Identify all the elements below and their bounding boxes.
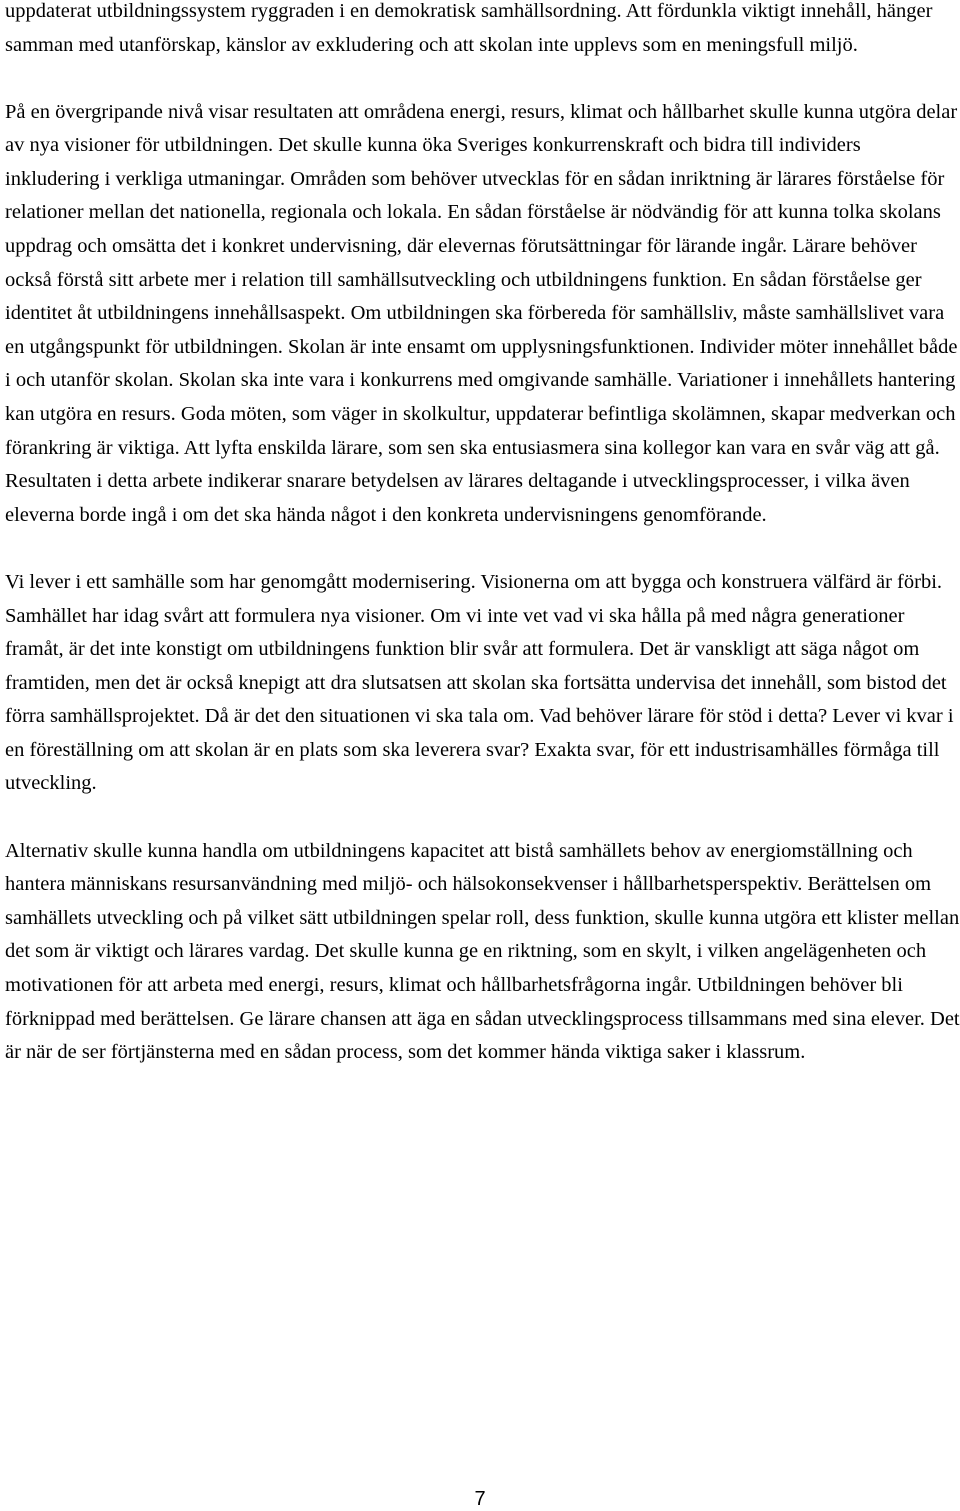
paragraph-3: Vi lever i ett samhälle som har genomgått modernisering. Visionerna om att bygga och konstruera välfärd är förbi. Samhället har idag svårt att formulera nya visioner. Om vi inte vet vad vi ska hålla på med några generationer framåt, är det inte konstigt om utbildningens funktion blir svår att formulera. Det är vanskligt att säga något om framtiden, men det är också knepigt att dra slutsatsen att skolan ska fortsätta undervisa det innehåll, som bistod det förra samhällsprojektet. Då är det den situationen vi ska tala om. Vad behöver lärare för stöd i detta? Lever vi kvar i en föreställning om att skolan är en plats som ska leverera svar? Exakta svar, för ett industrisamhälles förmåga till utveckling. — [5, 570, 954, 795]
paragraph-4: Alternativ skulle kunna handla om utbildningens kapacitet att bistå samhällets behov av energiomställning och hantera människans resursanvändning med miljö- och hälsokonsekvenser i hållbarhetsperspektiv. Berättelsen om samhällets utveckling och på vilket sätt utbildningen spelar roll, dess funktion, skulle kunna utgöra ett klister mellan det som är viktigt och lärares vardag. Det skulle kunna ge en riktning, som en skylt, i vilken angelägenheten och motivationen för att arbeta med energi, resurs, klimat och hållbarhetsfrågorna ingår. Utbildningen behöver bli förknippad med berättelsen. Ge lärare chansen att äga en sådan utvecklingsprocess tillsammans med sina elever. Det är när de ser förtjänsterna med en sådan process, som det kommer hända viktiga saker i klassrum. — [5, 839, 960, 1064]
paragraph-2: På en övergripande nivå visar resultaten att områdena energi, resurs, klimat och hållbarhet skulle kunna utgöra delar av nya visioner för utbildningen. Det skulle kunna öka Sveriges konkurrenskraft och bidra till individers inkludering i verkliga utmaningar. Områden som behöver utvecklas för en sådan inriktning är lärares förståelse för relationer mellan det nationella, regionala och lokala. En sådan förståelse är nödvändig för att kunna tolka skolans uppdrag och omsätta det i konkret undervisning, där elevernas förutsättningar för lärande ingår. Lärare behöver också förstå sitt arbete mer i relation till samhällsutveckling och utbildningens funktion. En sådan förståelse ger identitet åt utbildningens innehållsaspekt. Om utbildningen ska förbereda för samhällsliv, måste samhällslivet vara en utgångspunkt för utbildningen. Skolan är inte ensamt om upplysningsfunktionen. Individer möter innehållet både i och utanför skolan. Skolan ska inte vara i konkurrens med omgivande samhälle. Variationer i innehållets hantering kan utgöra en resurs. Goda möten, som väger in skolkultur, uppdaterar befintliga skolämnen, skapar medverkan och förankring är viktiga. Att lyfta enskilda lärare, som sen ska entusiasmera sina kollegor kan vara en svår väg att gå. Resultaten i detta arbete indikerar snarare betydelsen av lärares deltagande i utvecklingsprocesser, i vilka även eleverna borde ingå i om det ska hända något i den konkreta undervisningens genomförande. — [5, 100, 958, 526]
document-page — [5, 0, 960, 1511]
page-number: 7 — [474, 1488, 486, 1510]
paragraph-1: uppdaterat utbildningssystem ryggraden i en demokratisk samhällsordning. Att fördunkla viktigt innehåll, hänger samman med utanförskap, känslor av exkludering och att skolan inte upplevs som en meningsfull miljö. — [5, 0, 933, 56]
